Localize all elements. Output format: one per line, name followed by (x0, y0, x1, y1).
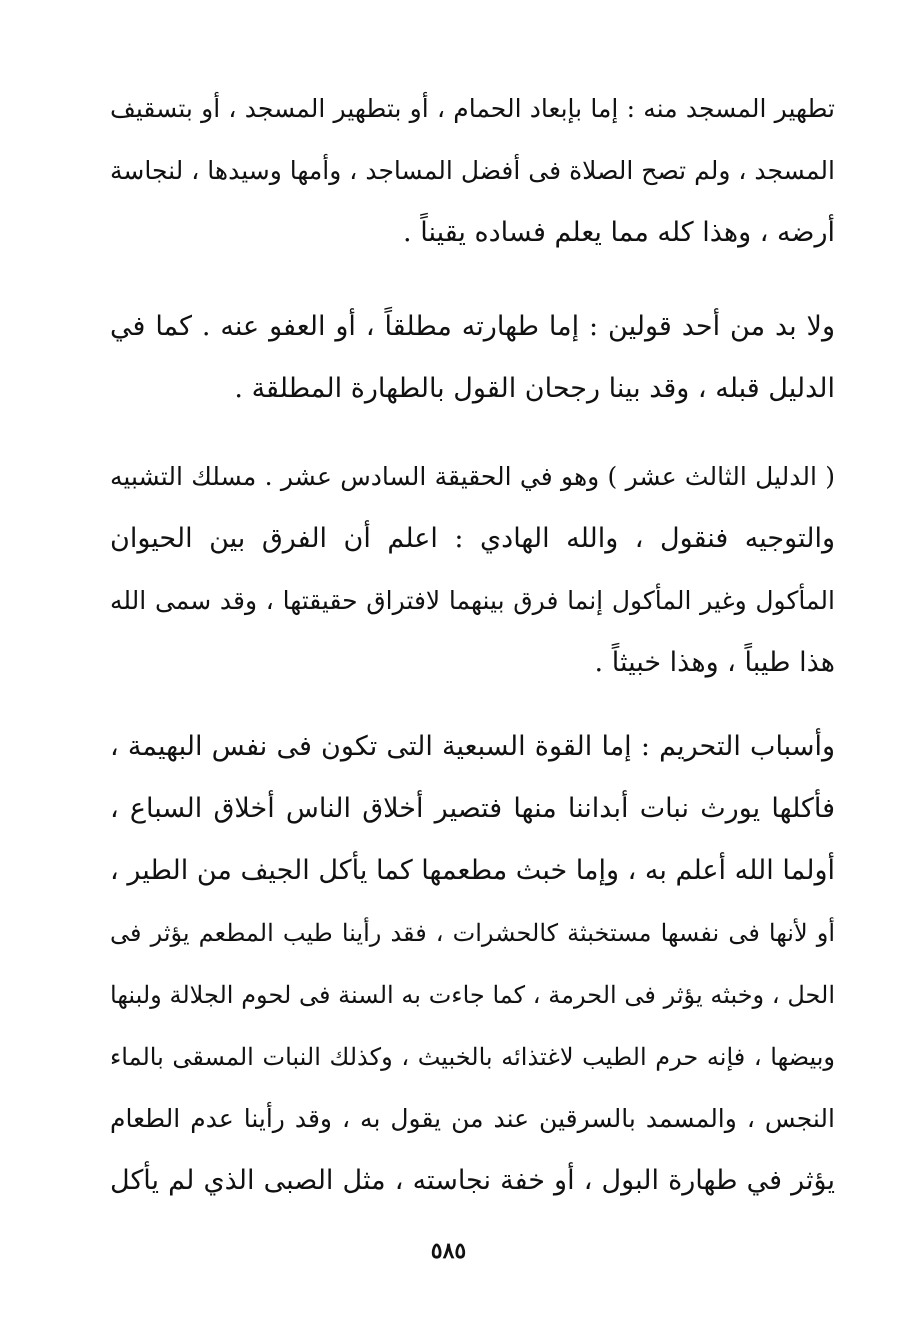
page-number: ٥٨٥ (430, 1238, 467, 1264)
text-line: المأكول وغير المأكول إنما فرق بينهما لافتراق حقيقتها ، وقد سمى الله (110, 586, 835, 615)
text-line: النجس ، والمسمد بالسرقين عند من يقول به ، وقد رأينا عدم الطعام (110, 1104, 835, 1133)
text-line: فأكلها يورث نبات أبداننا منها فتصير أخلاق الناس أخلاق السباع ، (110, 793, 835, 824)
text-line: هذا طيباً ، وهذا خبيثاً . (594, 647, 835, 678)
text-line: ولا بد من أحد قولين : إما طهارته مطلقاً ، أو العفو عنه . كما في (110, 311, 835, 342)
text-line: وأسباب التحريم : إما القوة السبعية التى تكون فى نفس البهيمة ، (110, 731, 835, 762)
text-line: أو لأنها فى نفسها مستخبثة كالحشرات ، فقد رأينا طيب المطعم يؤثر فى (110, 919, 835, 947)
text-line: الحل ، وخبثه يؤثر فى الحرمة ، كما جاءت به السنة فى لحوم الجلالة ولبنها (110, 981, 835, 1009)
text-line: أرضه ، وهذا كله مما يعلم فساده يقيناً . (403, 217, 835, 248)
text-line: ( الدليل الثالث عشر ) وهو في الحقيقة السادس عشر . مسلك التشبيه (110, 462, 835, 491)
paragraph-4 (110, 716, 835, 1212)
paragraph-2 (110, 296, 835, 420)
text-line: تطهير المسجد منه : إما بإبعاد الحمام ، أو بتطهير المسجد ، أو بتسقيف (110, 94, 835, 123)
text-line: وبيضها ، فإنه حرم الطيب لاغتذائه بالخبيث ، وكذلك النبات المسقى بالماء (110, 1043, 835, 1071)
paragraph-1 (110, 78, 835, 264)
paragraph-3 (110, 446, 835, 694)
text-line: الدليل قبله ، وقد بينا رجحان القول بالطهارة المطلقة . (234, 373, 835, 404)
text-line: المسجد ، ولم تصح الصلاة فى أفضل المساجد ، وأمها وسيدها ، لنجاسة (110, 156, 835, 185)
text-line: والتوجيه فنقول ، والله الهادي : اعلم أن الفرق بين الحيوان (110, 523, 835, 554)
text-line: أولما الله أعلم به ، وإما خبث مطعمها كما يأكل الجيف من الطير ، (110, 855, 835, 886)
text-line: يؤثر في طهارة البول ، أو خفة نجاسته ، مثل الصبى الذي لم يأكل (110, 1165, 835, 1196)
